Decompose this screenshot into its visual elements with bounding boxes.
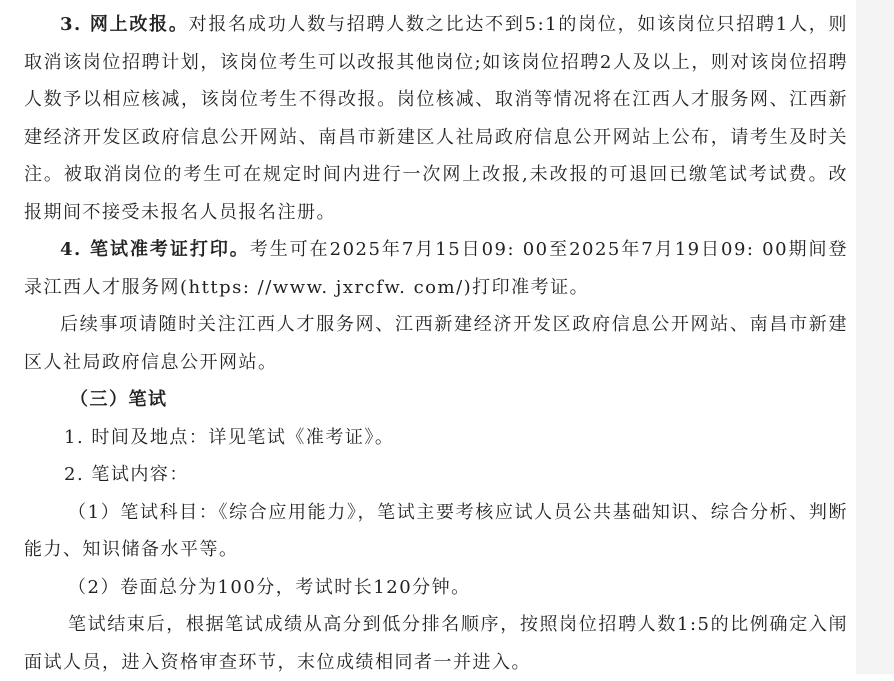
- section-3-paragraph: [24, 6, 848, 231]
- section-3-text: 对报名成功人数与招聘人数之比达不到5:1的岗位，如该岗位只招聘1人，则取消该岗位招聘计划，该岗位考生可以改报其他岗位;如该岗位招聘2人及以上，则对该岗位招聘人数予以相应核减，该岗位考生不得改报。岗位核减、取消等情况将在江西人才服务网、江西新建经济开发区政府信息公开网站、南昌市新建区人社局政府信息公开网站上公布，请考生及时关注。被取消岗位的考生可在规定时间内进行一次网上改报,未改报的可退回已缴笔试考试费。改报期间不接受未报名人员报名注册。: [24, 14, 848, 223]
- written-exam-heading: （三）笔试: [70, 389, 168, 410]
- section-4-title: 4. 笔试准考证打印。: [60, 239, 250, 260]
- article-body: [24, 6, 848, 681]
- after-exam-paragraph: 笔试结束后，根据笔试成绩从高分到低分排名顺序，按照岗位招聘人数1:5的比例确定入闱面试人员，进入资格审查环节，末位成绩相同者一并进入。: [24, 614, 848, 673]
- section-3-title: 3. 网上改报。: [60, 14, 189, 35]
- exam-content-label: 2. 笔试内容：: [64, 464, 189, 485]
- time-place-line: 1. 时间及地点：详见笔试《准考证》。: [64, 426, 395, 448]
- section-4-paragraph: [24, 231, 848, 306]
- right-scroll-area: [856, 0, 894, 674]
- exam-subject-paragraph: （1）笔试科目：《综合应用能力》，笔试主要考核应试人员公共基础知识、综合分析、判断能力、知识储备水平等。: [24, 501, 848, 560]
- exam-score-line: （2）卷面总分为100分，考试时长120分钟。: [68, 576, 471, 598]
- followup-paragraph: 后续事项请随时关注江西人才服务网、江西新建经济开发区政府信息公开网站、南昌市新建区人社局政府信息公开网站。: [24, 314, 848, 373]
- section-4-text: 考生可在2025年7月15日09: 00至2025年7月19日09: 00期间登录江西人才服务网(https: //www. jxrcfw. com/)打印准考证。: [24, 239, 848, 298]
